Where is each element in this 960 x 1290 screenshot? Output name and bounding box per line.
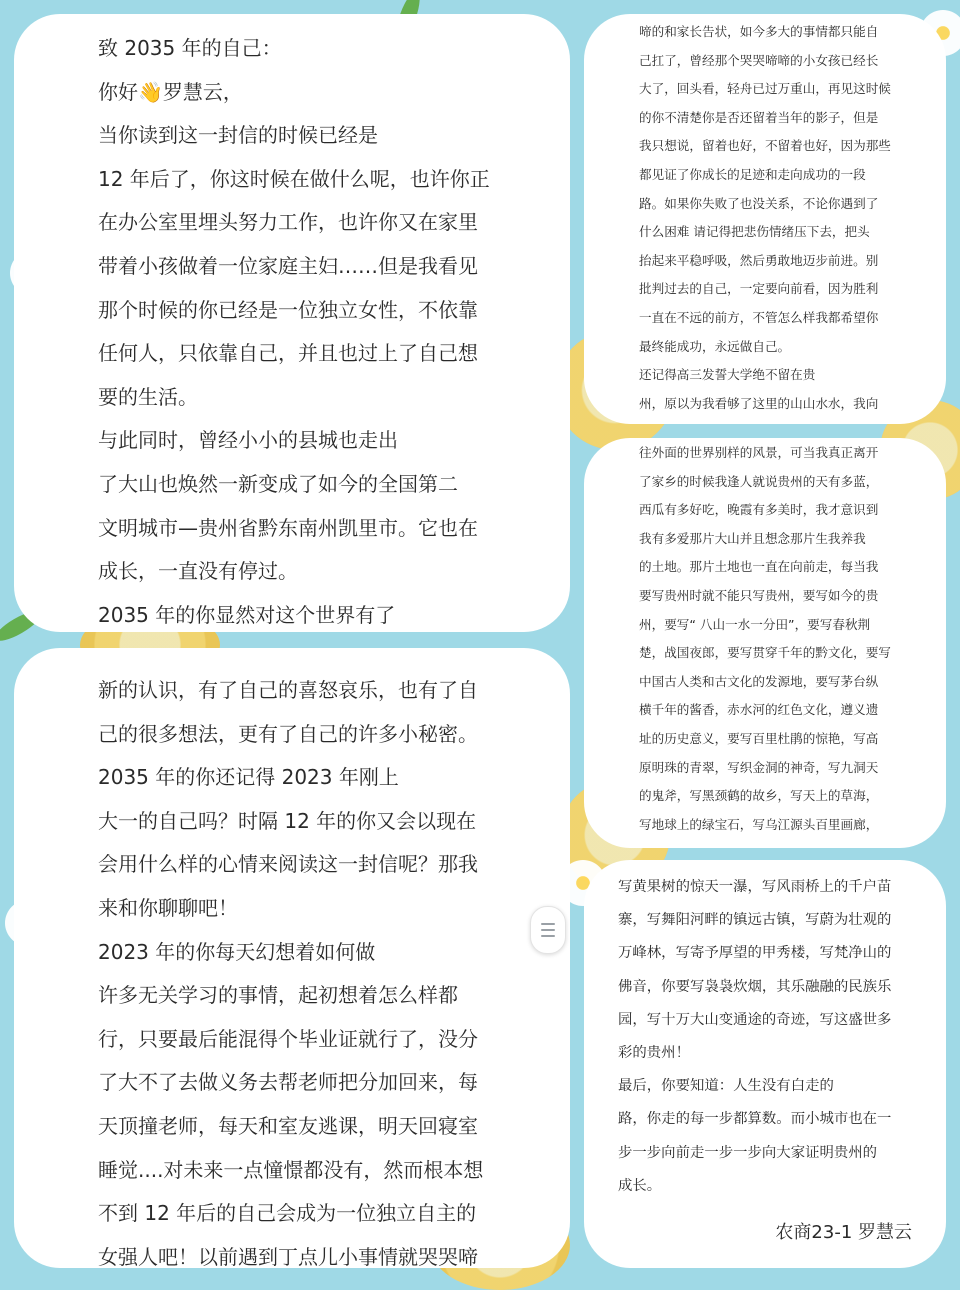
letter-line: 写黄果树的惊天一瀑，写风雨桥上的千户苗 xyxy=(618,879,892,895)
letter-line: 最后，你要知道：人生没有白走的 xyxy=(618,1078,834,1095)
letter-line: 了大不了去做义务去帮老师把分加回来，每 xyxy=(98,1070,478,1095)
letter-line: 批判过去的自己，一定要向前看，因为胜利 xyxy=(639,281,879,297)
letter-line: 了家乡的时候我逢人就说贵州的天有多蓝， xyxy=(639,473,879,489)
letter-line: 路，你走的每一步都算数。而小城市也在一 xyxy=(618,1111,892,1128)
letter-line: 女强人吧！以前遇到丁点儿小事情就哭哭啼 xyxy=(98,1244,478,1269)
letter-line: 步一步向前走一步一步向大家证明贵州的 xyxy=(618,1144,878,1161)
letter-line: 行，只要最后能混得个毕业证就行了，没分 xyxy=(98,1026,478,1051)
letter-line: 都见证了你成长的足迹和走向成功的一段 xyxy=(639,166,866,182)
letter-line: 园，写十万大山变通途的奇迹，写这盛世多 xyxy=(618,1011,892,1028)
letter-line: 西瓜有多好吃，晚霞有多美时，我才意识到 xyxy=(639,502,879,518)
letter-line: 大了，回头看，轻舟已过万重山，再见这时候 xyxy=(639,81,891,97)
letter-line: 带着小孩做着一位家庭主妇……但是我看见 xyxy=(98,253,478,278)
letter-line: 的你不清楚你是否还留着当年的影子，但是 xyxy=(639,109,879,125)
letter-line: 州，原以为我看够了这里的山山水水，我向 xyxy=(639,395,879,411)
letter-line: 当你读到这一封信的时候已经是 xyxy=(98,123,378,148)
letter-line: 与此同时，曾经小小的县城也走出 xyxy=(98,428,398,453)
letter-line: 我有多爱那片大山并且想念那片生我养我 xyxy=(639,530,866,546)
letter-line: 成长。 xyxy=(618,1177,662,1194)
letter-line: 州，要写“ 八山一水一分田”，要写春秋荆 xyxy=(639,616,871,632)
letter-line: 万峰林，写寄予厚望的甲秀楼，写梵净山的 xyxy=(618,945,892,962)
letter-line: 那个时候的你已经是一位独立女性，不依靠 xyxy=(98,297,478,322)
letter-card-4 xyxy=(584,438,946,848)
letter-line: 己的很多想法，更有了自己的许多小秘密。 xyxy=(98,721,478,746)
letter-line: 一直在不远的前方，不管怎么样我都希望你 xyxy=(639,309,879,325)
letter-line: 了大山也焕然一新变成了如今的全国第二 xyxy=(98,471,458,496)
letter-line: 写地球上的绿宝石，写乌江源头百里画廊， xyxy=(639,816,879,832)
letter-line: 2023 年的你每天幻想着如何做 xyxy=(98,939,376,964)
letter-line: 来和你聊聊吧！ xyxy=(98,895,238,920)
letter-line: 最终能成功，永远做自己。 xyxy=(639,338,791,354)
letter-line: 任何人，只依靠自己，并且也过上了自己想 xyxy=(98,341,478,366)
letter-line: 啼的和家长告状，如今多大的事情都只能自 xyxy=(639,24,879,39)
letter-line: 睡觉....对未来一点憧憬都没有，然而根本想 xyxy=(98,1157,484,1182)
letter-line: 还记得高三发誓大学绝不留在贵 xyxy=(639,367,816,383)
letter-line: 会用什么样的心情来阅读这一封信呢？那我 xyxy=(98,852,478,877)
letter-line: 楚，战国夜郎，要写贯穿千年的黔文化，要写 xyxy=(639,645,891,661)
letter-line: 要的生活。 xyxy=(98,384,198,409)
letter-line: 新的认识，有了自己的喜怒哀乐，也有了自 xyxy=(98,678,478,702)
letter-line: 要写贵州时就不能只写贵州，要写如今的贵 xyxy=(639,587,879,603)
letter-line: 2035 年的你显然对这个世界有了 xyxy=(98,602,396,627)
letter-line: 天顶撞老师，每天和室友逃课，明天回寝室 xyxy=(98,1113,478,1138)
letter-line: 大一的自己吗？时隔 12 年的你又会以现在 xyxy=(98,808,477,833)
letter-line: 址的历史意义，要写百里杜鹃的惊艳，写高 xyxy=(639,730,879,746)
letter-line: 在办公室里埋头努力工作，也许你又在家里 xyxy=(98,210,478,235)
letter-line: 往外面的世界别样的风景，可当我真正离开 xyxy=(639,445,879,460)
letter-line: 许多无关学习的事情，起初想着怎么样都 xyxy=(98,983,458,1008)
letter-line: 我只想说，留着也好，不留着也好，因为那些 xyxy=(639,138,891,154)
letter-line: 文明城市—贵州省黔东南州凯里市。它也在 xyxy=(98,515,478,540)
letter-line: 佛音，你要写袅袅炊烟，其乐融融的民族乐 xyxy=(618,978,892,995)
letter-line: 2035 年的你还记得 2023 年刚上 xyxy=(98,765,399,790)
letter-line: 成长，一直没有停过。 xyxy=(98,559,298,584)
letter-line: 12 年后了，你这时候在做什么呢，也许你正 xyxy=(98,166,490,191)
letter-card-1 xyxy=(14,14,570,632)
letter-line: 横千年的酱香，赤水河的红色文化，遵义遗 xyxy=(639,702,879,718)
letter-line: 什么困难 请记得把悲伤情绪压下去，把头 xyxy=(639,224,870,240)
letter-card-3 xyxy=(584,14,946,424)
letter-line: 寨，写舞阳河畔的镇远古镇，写蔚为壮观的 xyxy=(618,912,892,929)
drag-handle-icon[interactable] xyxy=(530,906,566,954)
letter-line: 致 2035 年的自己： xyxy=(98,36,282,60)
letter-line: 彩的贵州！ xyxy=(618,1045,690,1062)
letter-line: 抬起来平稳呼吸，然后勇敢地迈步前进。别 xyxy=(639,252,879,268)
letter-line: 的鬼斧，写黑颈鹤的故乡，写天上的草海， xyxy=(639,788,879,804)
signature: 农商23-1 罗慧云 xyxy=(775,1222,912,1243)
letter-line: 你好👋罗慧云， xyxy=(98,79,243,104)
letter-card-5 xyxy=(584,860,946,1268)
letter-card-2 xyxy=(14,648,570,1268)
letter-line: 原明珠的青翠，写织金洞的神奇，写九洞天 xyxy=(639,759,879,775)
letter-line: 不到 12 年后的自己会成为一位独立自主的 xyxy=(98,1201,477,1226)
letter-line: 己扛了，曾经那个哭哭啼啼的小女孩已经长 xyxy=(639,52,879,68)
letter-line: 中国古人类和古文化的发源地，要写茅台纵 xyxy=(639,673,879,689)
letter-line: 的土地。那片土地也一直在向前走，每当我 xyxy=(639,559,879,575)
letter-line: 路。如果你失败了也没关系，不论你遇到了 xyxy=(639,195,879,211)
